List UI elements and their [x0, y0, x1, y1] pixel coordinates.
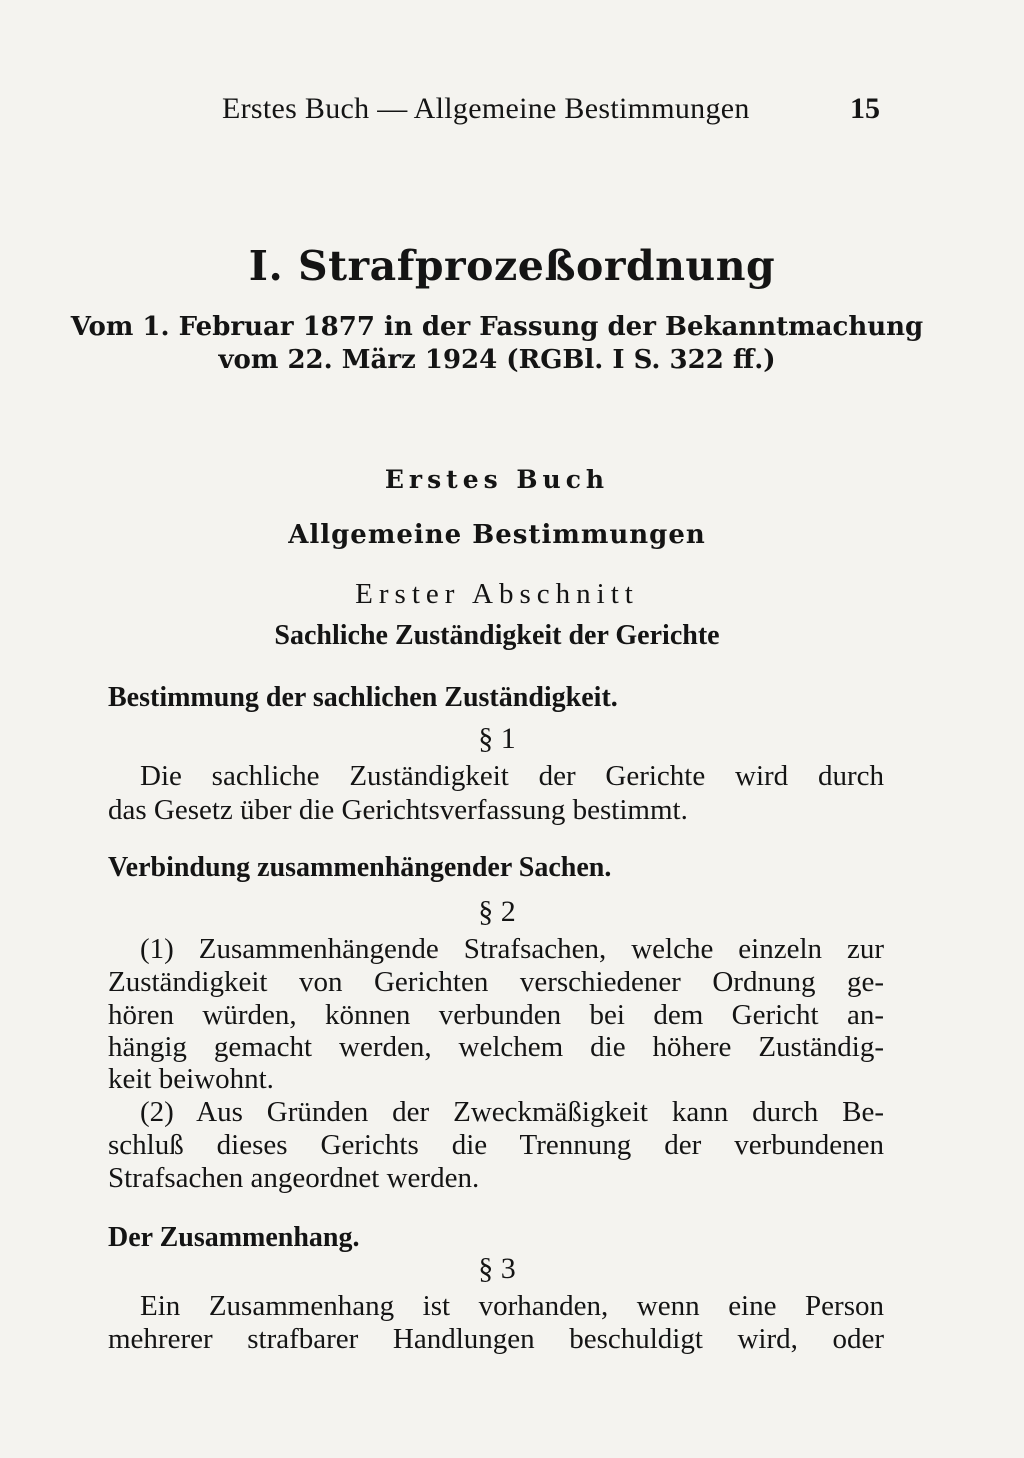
section-label: Erster Abschnitt: [355, 578, 639, 610]
text-line: hängig gemacht werden, welchem die höhere Zuständig-: [108, 1031, 884, 1063]
text-line: keit beiwohnt.: [108, 1063, 274, 1095]
text-line: schluß dieses Gerichts die Trennung der verbundenen: [108, 1129, 884, 1161]
text-line: Zuständigkeit von Gerichten verschiedener Ordnung ge-: [108, 966, 884, 998]
paragraph-heading: Der Zusammenhang.: [108, 1222, 360, 1253]
section-title: Sachliche Zuständigkeit der Gerichte: [274, 620, 720, 651]
paragraph-mark: § 2: [478, 895, 516, 928]
text-line: mehrerer strafbarer Handlungen beschuldigt wird, oder: [108, 1323, 884, 1355]
law-subtitle-line-1: Vom 1. Februar 1877 in der Fassung der Bekanntmachung: [70, 312, 924, 342]
paragraph-heading: Bestimmung der sachlichen Zuständigkeit.: [108, 682, 618, 713]
law-subtitle-line-2: vom 22. März 1924 (RGBl. I S. 322 ff.): [218, 345, 776, 375]
law-title: I. Strafprozeßordnung: [248, 242, 776, 290]
paragraph-heading: Verbindung zusammenhängender Sachen.: [108, 852, 612, 883]
paragraph-mark: § 1: [478, 722, 516, 755]
running-head: Erstes Buch — Allgemeine Bestimmungen: [222, 92, 750, 125]
text-line: Ein Zusammenhang ist vorhanden, wenn eine Person: [140, 1290, 884, 1322]
page-number: 15: [850, 92, 880, 125]
text-line: Strafsachen angeordnet werden.: [108, 1162, 480, 1194]
book-title: Allgemeine Bestimmungen: [288, 520, 706, 550]
text-line: hören würden, können verbunden bei dem Gericht an-: [108, 999, 884, 1031]
text-line: Die sachliche Zuständigkeit der Gerichte wird durch: [140, 760, 884, 792]
text-line: das Gesetz über die Gerichtsverfassung bestimmt.: [108, 794, 688, 826]
text-line: (1) Zusammenhängende Strafsachen, welche einzeln zur: [140, 933, 884, 965]
text-line: (2) Aus Gründen der Zweckmäßigkeit kann durch Be-: [140, 1096, 884, 1128]
paragraph-mark: § 3: [478, 1252, 516, 1285]
book-label: Erstes Buch: [384, 465, 610, 494]
